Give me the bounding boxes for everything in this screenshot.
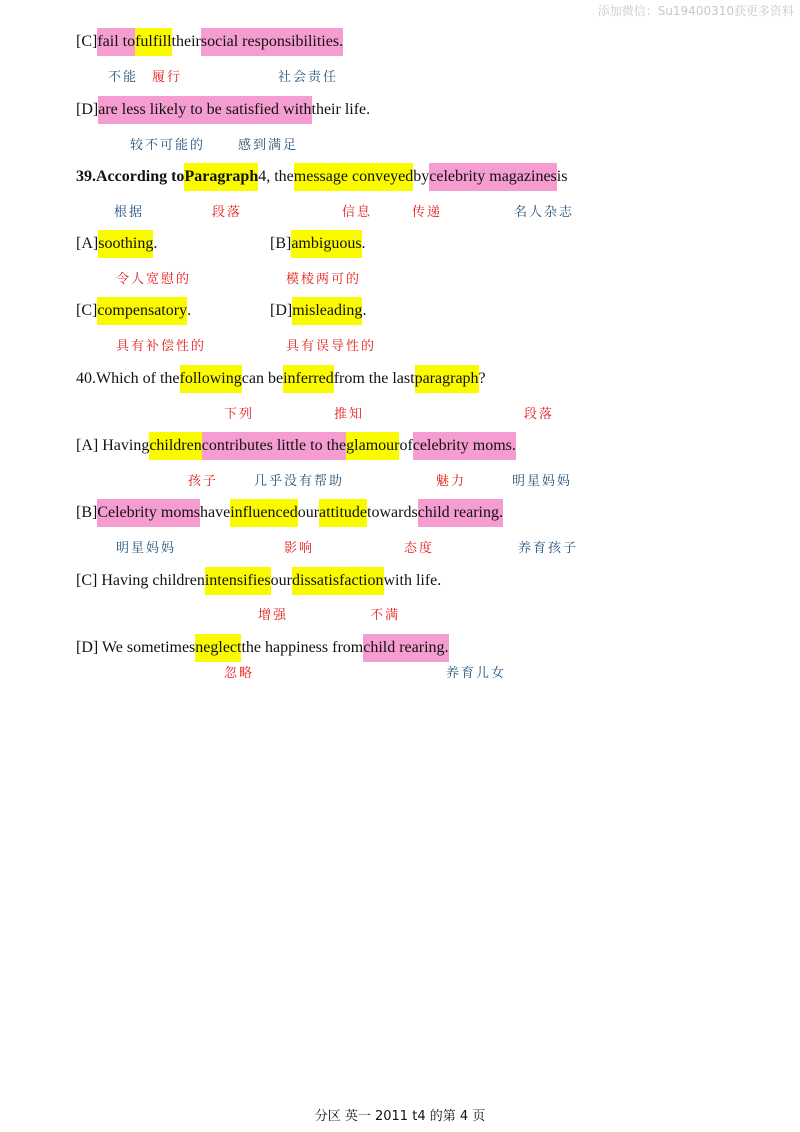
text: our	[297, 504, 320, 521]
question-40	[76, 365, 486, 393]
highlight: child rearing.	[418, 499, 503, 527]
option-c-38	[76, 28, 343, 56]
option-label: [A]	[76, 235, 99, 252]
annotation: 养育孩子	[518, 541, 579, 556]
annotation: 养育儿女	[446, 666, 507, 681]
option-d-40	[76, 634, 449, 662]
option-d-38	[76, 96, 370, 124]
highlight: attitude	[319, 499, 367, 527]
highlight: fail to	[97, 28, 135, 56]
annotation: 推知	[334, 407, 365, 422]
question-39	[76, 163, 567, 191]
text: is	[556, 168, 568, 185]
annotation: 令人宽慰的	[116, 272, 192, 287]
highlight: influenced	[230, 499, 298, 527]
highlight: glamour	[346, 432, 399, 460]
highlight: compensatory	[97, 297, 187, 325]
annotation: 名人杂志	[514, 205, 575, 220]
annotation: 几乎没有帮助	[254, 474, 345, 489]
text: [D] We sometimes	[76, 639, 196, 656]
annotation: 信息	[342, 205, 373, 220]
text: of	[399, 437, 413, 454]
highlight: Paragraph	[184, 163, 258, 191]
option-c-40	[76, 567, 441, 595]
highlight: celebrity moms.	[413, 432, 516, 460]
highlight: paragraph	[415, 365, 479, 393]
text: 40.Which of the	[76, 370, 180, 387]
highlight: soothing	[98, 230, 153, 258]
option-label: [C]	[76, 302, 98, 319]
highlight: social responsibilities.	[201, 28, 343, 56]
highlight: neglect	[195, 634, 241, 662]
question-number: 39.	[76, 168, 96, 185]
text: .	[187, 302, 192, 319]
text: ?	[478, 370, 486, 387]
annotation: 不满	[370, 608, 401, 623]
text: .	[153, 235, 158, 252]
option-label: [B]	[76, 504, 98, 521]
option-d-39	[270, 297, 366, 325]
text: .	[362, 302, 367, 319]
option-label: [D]	[76, 101, 99, 118]
highlight: are less likely to be satisfied with	[98, 96, 311, 124]
highlight: following	[180, 365, 242, 393]
annotation: 较不可能的	[130, 138, 206, 153]
highlight: children	[149, 432, 201, 460]
text: from the last	[333, 370, 415, 387]
annotation: 具有补偿性的	[116, 339, 207, 354]
annotation: 传递	[412, 205, 443, 220]
highlight: child rearing.	[363, 634, 448, 662]
annotation: 段落	[524, 407, 555, 422]
annotation: 社会责任	[278, 70, 339, 85]
text: have	[199, 504, 231, 521]
highlight: fulfill	[135, 28, 171, 56]
highlight: dissatisfaction	[292, 567, 384, 595]
annotation: 段落	[212, 205, 243, 220]
text: 4, the	[258, 168, 294, 185]
text: can be	[241, 370, 284, 387]
annotation: 孩子	[188, 474, 219, 489]
annotation: 明星妈妈	[512, 474, 573, 489]
option-label: [B]	[270, 235, 292, 252]
annotation: 履行	[152, 70, 183, 85]
annotation: 具有误导性的	[286, 339, 377, 354]
text: [C] Having children	[76, 572, 205, 589]
text: their life.	[311, 101, 371, 118]
text: their	[171, 33, 201, 50]
text: the happiness from	[241, 639, 364, 656]
annotation: 感到满足	[238, 138, 299, 153]
highlight: intensifies	[205, 567, 271, 595]
annotation: 下列	[224, 407, 255, 422]
option-a-39	[76, 230, 157, 258]
option-b-40	[76, 499, 503, 527]
text: towards	[367, 504, 418, 521]
annotation: 不能	[108, 70, 139, 85]
annotation: 根据	[114, 205, 145, 220]
option-b-39	[270, 230, 366, 258]
annotation: 影响	[284, 541, 315, 556]
annotation: 忽略	[224, 666, 255, 681]
text: our	[270, 572, 292, 589]
text: According to	[96, 168, 185, 185]
text: .	[361, 235, 366, 252]
annotation: 模棱两可的	[286, 272, 362, 287]
option-c-39	[76, 297, 191, 325]
option-label: [D]	[270, 302, 293, 319]
highlight: celebrity magazines	[429, 163, 557, 191]
highlight: misleading	[292, 297, 362, 325]
highlight: Celebrity moms	[97, 499, 200, 527]
text: with life.	[383, 572, 442, 589]
text: by	[413, 168, 430, 185]
annotation: 态度	[404, 541, 435, 556]
annotation: 魅力	[436, 474, 467, 489]
highlight: inferred	[283, 365, 334, 393]
highlight: contributes little to the	[202, 432, 346, 460]
text: [A] Having	[76, 437, 150, 454]
option-a-40	[76, 432, 516, 460]
annotation: 增强	[258, 608, 289, 623]
watermark: 添加微信：Su19400310获更多资料	[597, 4, 794, 18]
annotation: 明星妈妈	[116, 541, 177, 556]
highlight: ambiguous	[291, 230, 361, 258]
option-label: [C]	[76, 33, 98, 50]
page-footer: 分区 英一 2011 t4 的第 4 页	[314, 1109, 486, 1124]
highlight: message conveyed	[294, 163, 414, 191]
